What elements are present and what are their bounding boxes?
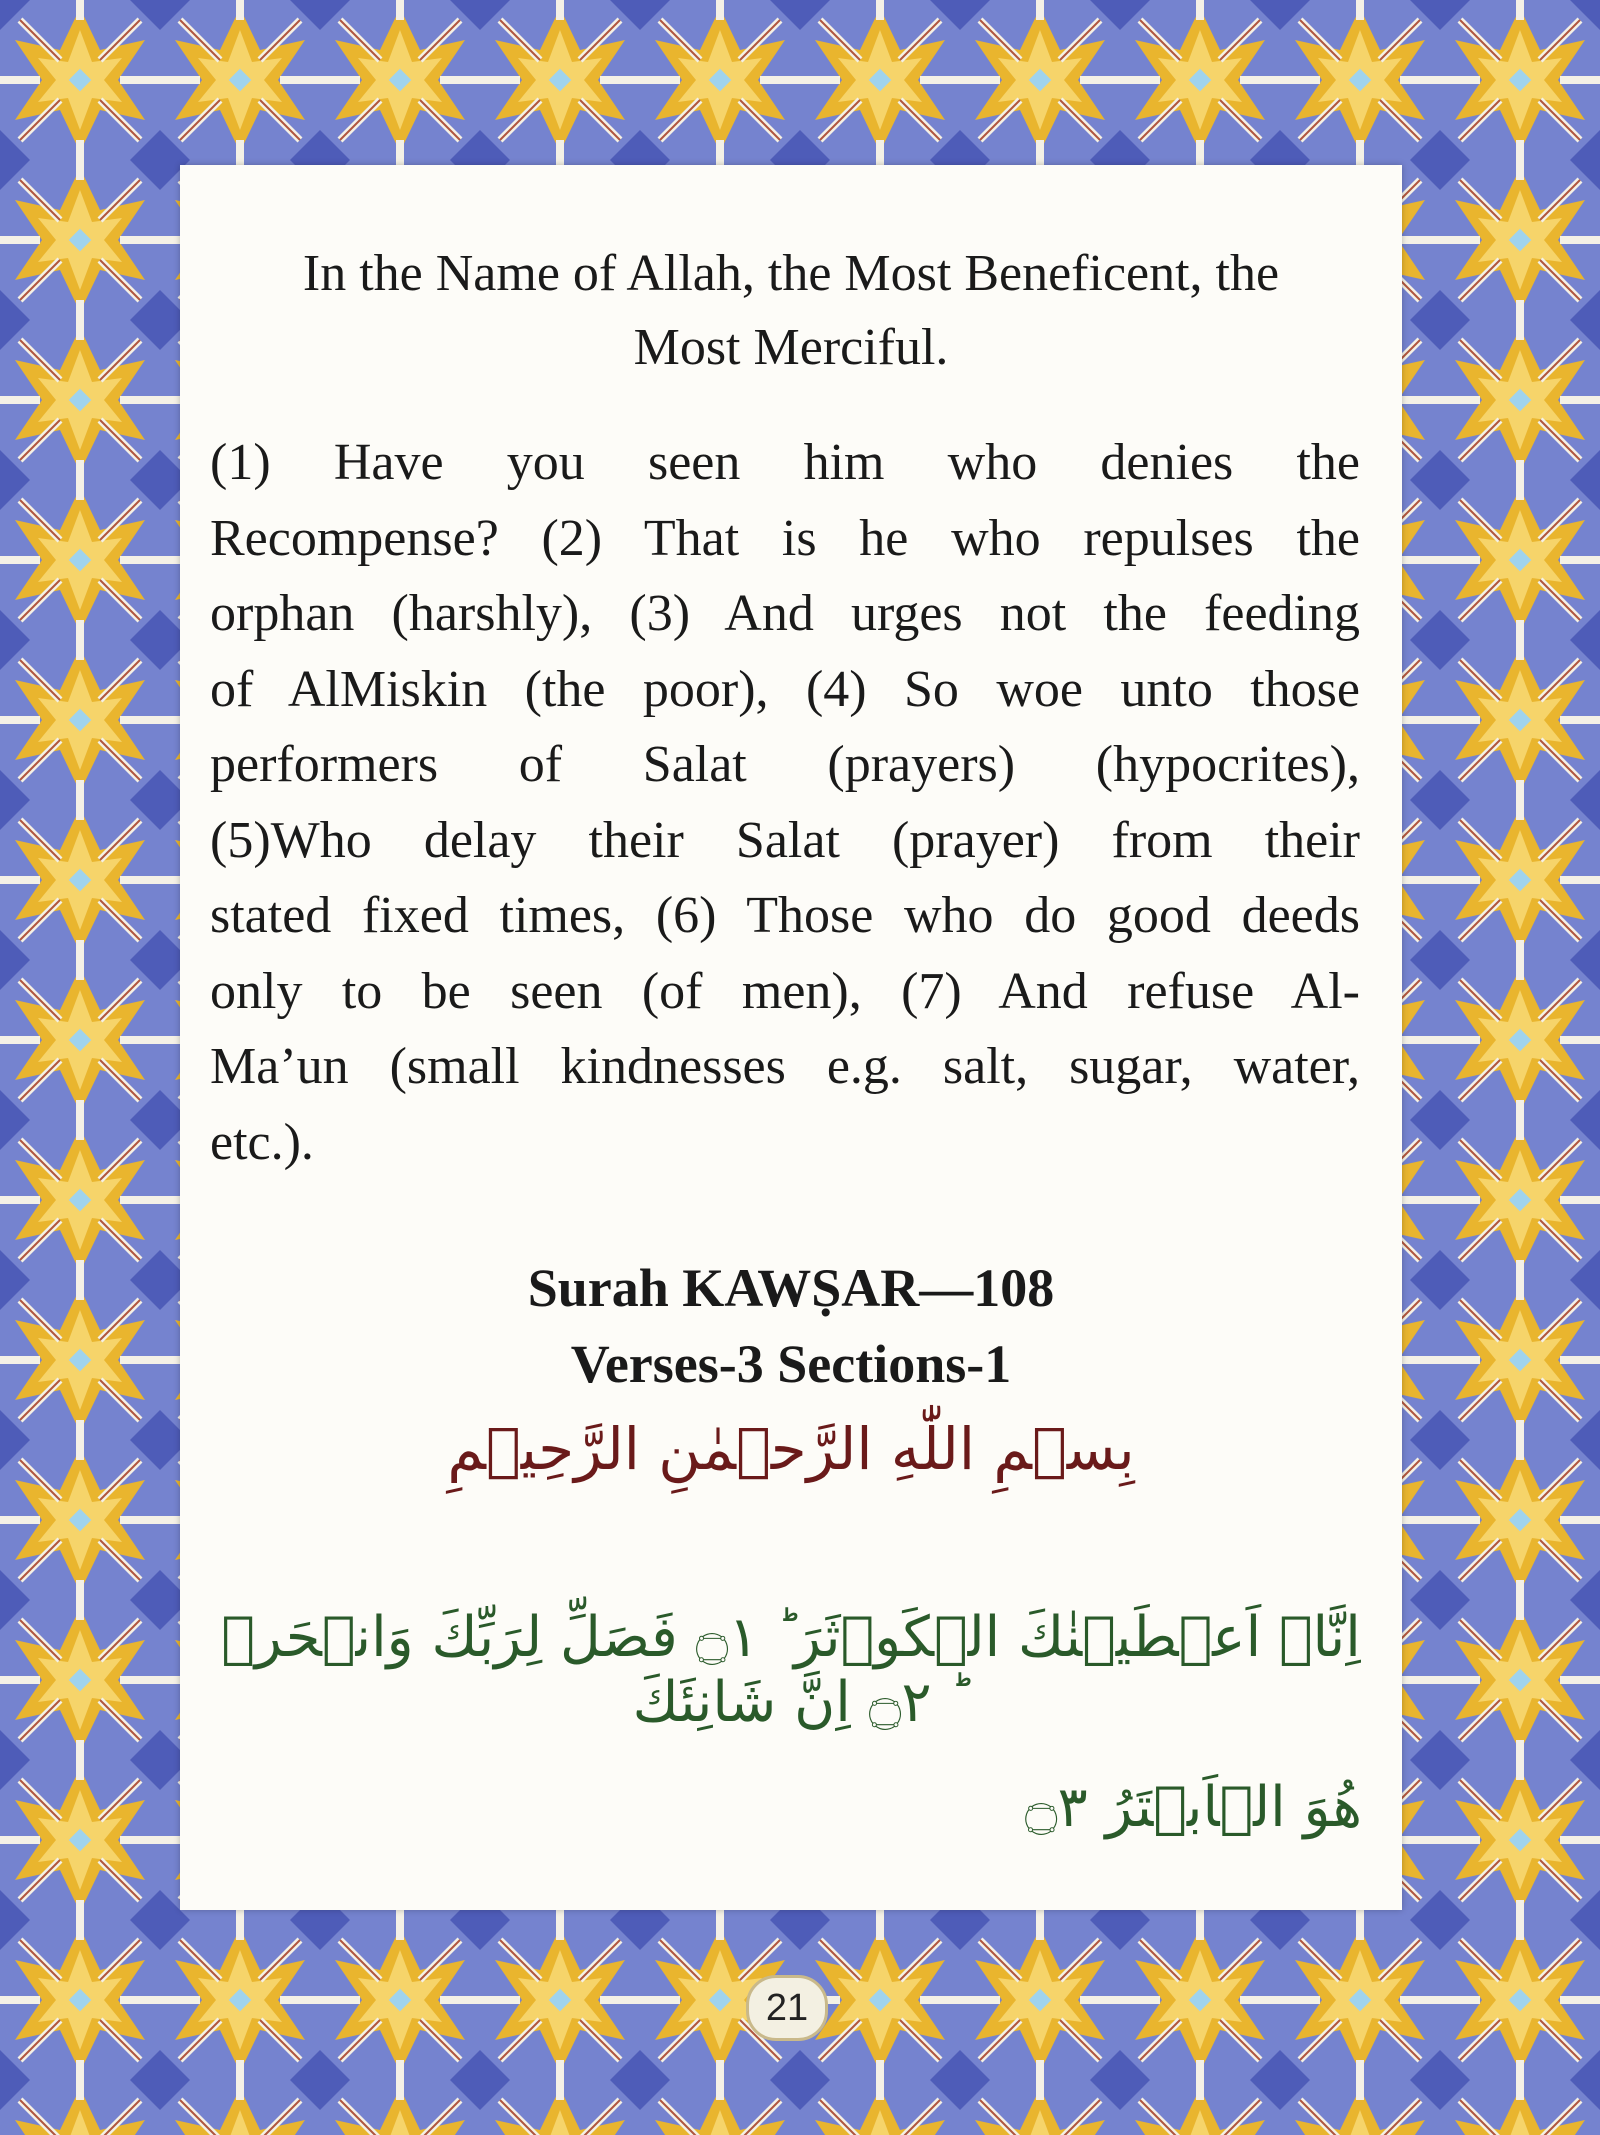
translation-paragraph bbox=[210, 425, 1360, 1180]
page-content-panel bbox=[180, 165, 1402, 1910]
bismillah-arabic: بِسۡمِ اللّٰهِ الرَّحۡمٰنِ الرَّحِيۡمِ bbox=[447, 1415, 1135, 1483]
translation-line: (5)Who delay their Salat (prayer) from their bbox=[210, 811, 1360, 869]
translation-line: performers of Salat (prayers) (hypocrites), bbox=[210, 736, 1360, 793]
arabic-verse-line-1: اِنَّاۤ اَعۡطَيۡنٰكَ الۡكَوۡثَرَ ؕ‏ ۝١ فَصَلِّ لِرَبِّكَ وَانۡحَرۡ ؕ‏ ۝٢ اِنَّ شَانِئَكَ bbox=[221, 1605, 1361, 1735]
surah-title: Surah KAWṢAR—108 bbox=[527, 1258, 1055, 1318]
page-number: 21 bbox=[746, 1975, 828, 2041]
translation-line: (1) Have you seen him who denies the bbox=[210, 434, 1360, 491]
translation-line: etc.). bbox=[210, 1113, 314, 1171]
arabic-verse-line-2: هُوَ الۡاَبۡتَرُ ۝٣ bbox=[1024, 1775, 1362, 1840]
invocation-heading bbox=[180, 237, 1402, 385]
translation-line: stated fixed times, (6) Those who do good deeds bbox=[210, 887, 1360, 944]
translation-line: Recompense? (2) That is he who repulses the bbox=[210, 509, 1360, 567]
surah-meta: Verses-3 Sections-1 bbox=[570, 1334, 1012, 1394]
heading-line-2: Most Merciful. bbox=[633, 319, 949, 376]
surah-heading bbox=[180, 1250, 1402, 1402]
translation-line: orphan (harshly), (3) And urges not the feeding bbox=[210, 585, 1360, 642]
translation-line: only to be seen (of men), (7) And refuse Al- bbox=[210, 962, 1360, 1020]
heading-line-1: In the Name of Allah, the Most Beneficent, the bbox=[302, 245, 1280, 302]
translation-line: of AlMiskin (the poor), (4) So woe unto those bbox=[210, 660, 1360, 718]
translation-line: Ma’un (small kindnesses e.g. salt, sugar, water, bbox=[210, 1038, 1360, 1095]
